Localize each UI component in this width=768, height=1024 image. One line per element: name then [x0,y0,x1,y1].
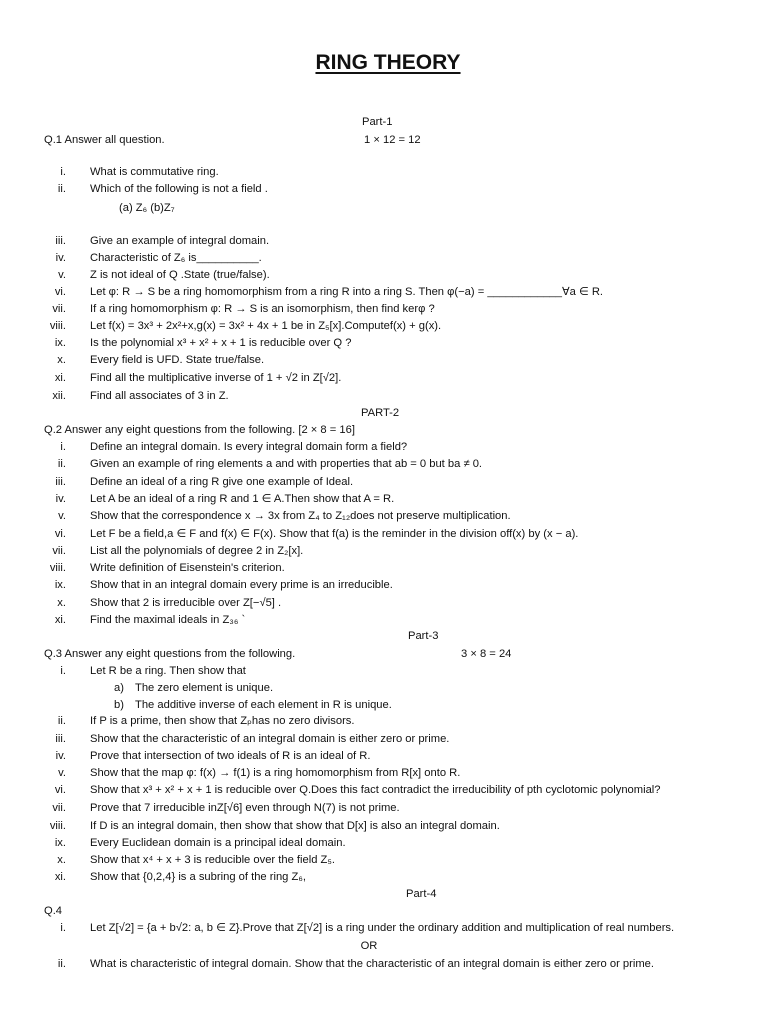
part2-item-text: Define an ideal of a ring R give one example of Ideal. [90,476,354,488]
part3-item-number: vii. [52,802,66,814]
part2-item-number: xi. [54,614,66,626]
part3-item-text: Show that x⁴ + x + 3 is reducible over the field Z₅. [90,854,335,866]
part2-item-number: v. [58,510,66,522]
part3-item-text: Show that the map φ: f(x) → f(1) is a ring homomorphism from R[x] onto R. [90,767,461,779]
part2-item-number: i. [60,441,66,453]
part2-item-number: ii. [57,458,66,470]
part2-question: Q.2 Answer any eight questions from the following. [2 × 8 = 16] [44,424,355,436]
part3-question: Q.3 Answer any eight questions from the following. [44,648,296,660]
part1-item-text: Let f(x) = 3x³ + 2x²+x,g(x) = 3x² + 4x + 1 be in Z₅[x].Computef(x) + g(x). [90,320,442,332]
part3-item-number: viii. [49,820,66,832]
part1-item-text: Every field is UFD. State true/false. [90,354,265,366]
part2-item-text: Find the maximal ideals in Z₃₆ ` [90,614,246,626]
part3-item-number: v. [58,767,66,779]
part2-item-number: vi. [54,528,66,540]
part1-item-number: v. [58,269,66,281]
part1-item-number: vii. [52,303,66,315]
part4-item-text: What is characteristic of integral domain. Show that the characteristic of an integral domain is either zero or prime. [90,958,654,970]
part3-item-text: The additive inverse of each element in R is unique. [135,699,392,711]
part1-item-number: iv. [55,252,66,264]
part2-item-number: iii. [55,476,66,488]
part1-item-text: Z is not ideal of Q .State (true/false). [90,269,270,281]
part3-item-number: xi. [54,871,66,883]
part2-item-text: Show that in an integral domain every prime is an irreducible. [90,579,393,591]
part1-item-text: Characteristic of Z₆ is__________. [90,252,262,264]
part1-item-text: If a ring homomorphism φ: R → S is an isomorphism, then find kerφ ? [90,303,435,315]
page-title: RING THEORY [315,51,461,74]
part1-item-number: xii. [52,390,66,402]
part3-item-number: a) [114,682,124,694]
part1-item-number: i. [60,166,66,178]
part1-item-number: viii. [49,320,66,332]
part4-item-text: Let Z[√2] = {a + b√2: a, b ∈ Z}.Prove that Z[√2] is a ring under the ordinary addition and multiplication of real numbers. [90,922,675,934]
part1-marks: 1 × 12 = 12 [364,134,421,146]
part4-item-text: OR [360,940,378,952]
part1-item-text: What is commutative ring. [90,166,219,178]
part3-item-text: Show that x³ + x² + x + 1 is reducible over Q.Does this fact contradict the irreducibility of pth cyclotomic polynomial? [90,784,661,796]
part4-item-number: ii. [57,958,66,970]
part3-item-text: If P is a prime, then show that Zₚhas no zero divisors. [90,715,355,727]
part2-item-text: List all the polynomials of degree 2 in Z₂[x]. [90,545,304,557]
part3-item-number: b) [114,699,124,711]
part3-heading: Part-3 [408,630,439,642]
part3-item-number: ix. [54,837,66,849]
part3-item-text: Every Euclidean domain is a principal ideal domain. [90,837,346,849]
part2-item-number: ix. [54,579,66,591]
part3-item-text: If D is an integral domain, then show that show that D[x] is also an integral domain. [90,820,500,832]
part2-item-text: Show that 2 is irreducible over Z[−√5] . [90,597,282,609]
part2-heading: PART-2 [361,407,400,419]
part1-item-number: ii. [57,183,66,195]
part1-item-text: Which of the following is not a field . [90,183,268,195]
part1-item-number: vi. [54,286,66,298]
part2-item-text: Let A be an ideal of a ring R and 1 ∈ A.Then show that A = R. [90,493,395,505]
part4-heading: Part-4 [406,888,437,900]
part3-item-text: Show that the characteristic of an integral domain is either zero or prime. [90,733,450,745]
part1-item-text: Find all associates of 3 in Z. [90,390,229,402]
part3-item-number: iv. [55,750,66,762]
part3-item-number: iii. [55,733,66,745]
part2-item-number: viii. [49,562,66,574]
part3-item-text: Show that {0,2,4} is a subring of the ring Z₆, [90,871,306,883]
part1-item-text: (a) Z₆ (b)Z₇ [119,202,175,214]
part2-item-text: Define an integral domain. Is every integral domain form a field? [90,441,408,453]
part1-heading: Part-1 [362,116,393,128]
part1-item-number: iii. [55,235,66,247]
part2-item-number: vii. [52,545,66,557]
part2-item-number: x. [57,597,66,609]
part2-item-number: iv. [55,493,66,505]
part4-question: Q.4 [44,905,63,917]
part3-item-text: Prove that intersection of two ideals of R is an ideal of R. [90,750,371,762]
part2-item-text: Write definition of Eisenstein's criterion. [90,562,285,574]
part1-item-number: xi. [54,372,66,384]
part3-marks: 3 × 8 = 24 [461,648,512,660]
part1-item-text: Give an example of integral domain. [90,235,270,247]
part1-question: Q.1 Answer all question. [44,134,165,146]
part3-item-text: Prove that 7 irreducible inZ[√6] even through N(7) is not prime. [90,802,400,814]
part1-item-text: Find all the multiplicative inverse of 1 + √2 in Z[√2]. [90,372,342,384]
part3-item-number: ii. [57,715,66,727]
part2-item-text: Show that the correspondence x → 3x from Z₄ to Z₁₂does not preserve multiplication. [90,510,511,522]
part3-item-text: Let R be a ring. Then show that [90,665,246,677]
part4-item-number: i. [60,922,66,934]
part2-item-text: Let F be a field,a ∈ F and f(x) ∈ F(x). Show that f(a) is the reminder in the division off(x) by (x − a). [90,528,579,540]
part3-item-number: i. [60,665,66,677]
part1-item-text: Is the polynomial x³ + x² + x + 1 is reducible over Q ? [90,337,352,349]
part1-item-number: x. [57,354,66,366]
part1-item-number: ix. [54,337,66,349]
part3-item-number: x. [57,854,66,866]
part3-item-text: The zero element is unique. [135,682,274,694]
part3-item-number: vi. [54,784,66,796]
part1-item-text: Let φ: R → S be a ring homomorphism from a ring R into a ring S. Then φ(−a) = ____________∀a ∈ R. [90,286,604,298]
part2-item-text: Given an example of ring elements a and with properties that ab = 0 but ba ≠ 0. [90,458,483,470]
